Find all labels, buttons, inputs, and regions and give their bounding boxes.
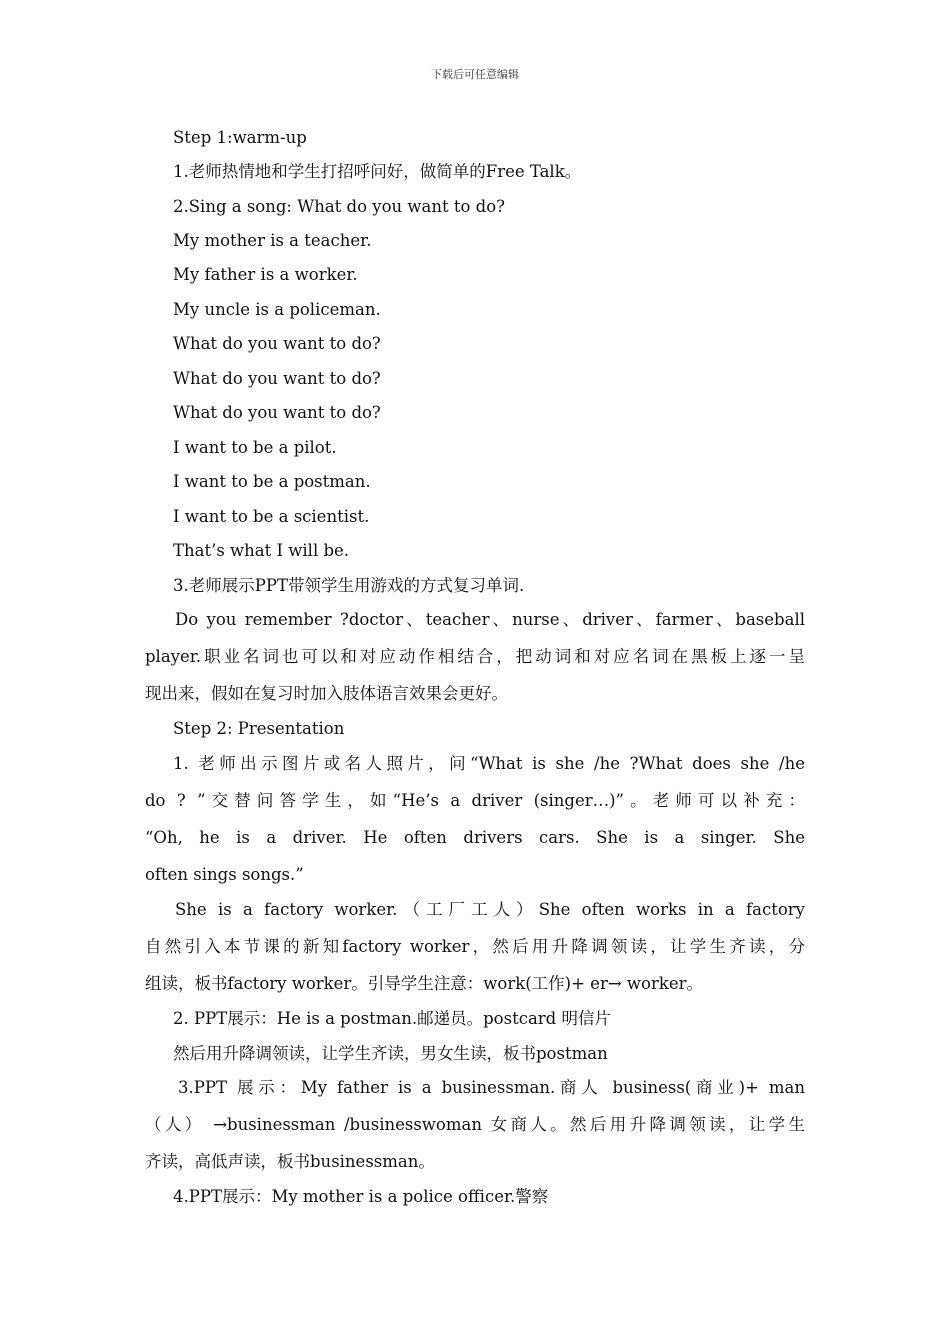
song-lyric-line: My uncle is a policeman. xyxy=(173,300,381,319)
review-note-line: 现出来，假如在复习时加入肢体语言效果会更好。 xyxy=(145,684,508,703)
review-note-line: player.职业名词也可以和对应动作相结合，把动词和对应名词在黑板上逐一呈 xyxy=(145,647,805,666)
presentation-item-4: 4.PPT展示：My mother is a police officer.警察 xyxy=(173,1187,549,1206)
presentation-item-1-line: “Oh, he is a driver. He often drivers cars. She is a singer. She xyxy=(145,828,805,847)
song-lyric-line: I want to be a postman. xyxy=(173,472,371,491)
song-lyric-line: My mother is a teacher. xyxy=(173,231,372,250)
presentation-item-3-line: 齐读，高低声读，板书businessman。 xyxy=(145,1152,435,1171)
step1-heading: Step 1:warm-up xyxy=(173,128,307,147)
warmup-item-3: 3.老师展示PPT带领学生用游戏的方式复习单词. xyxy=(173,576,525,595)
presentation-item-3-line: （人） →businessman /businesswoman 女商人。然后用升降调领读，让学生 xyxy=(145,1115,805,1134)
page-header: 下载后可任意编辑 xyxy=(431,68,519,81)
warmup-item-1: 1.老师热情地和学生打招呼问好，做简单的Free Talk。 xyxy=(173,162,582,181)
presentation-item-3-line: 3.PPT 展示：My father is a businessman.商人 business(商业)+ man xyxy=(178,1078,805,1097)
song-lyric-line: I want to be a scientist. xyxy=(173,507,370,526)
song-lyric-line: What do you want to do? xyxy=(173,403,381,422)
factory-worker-line: She is a factory worker.（工厂工人）She often works in a factory xyxy=(175,900,805,919)
song-lyric-line: My father is a worker. xyxy=(173,265,358,284)
presentation-item-1-line: do ? ”交替问答学生，如“He’s a driver (singer…)”。老师可以补充： xyxy=(145,791,805,810)
song-lyric-line: That’s what I will be. xyxy=(173,541,350,560)
song-lyric-line: What do you want to do? xyxy=(173,369,381,388)
factory-worker-line: 自然引入本节课的新知factory worker，然后用升降调领读，让学生齐读，分 xyxy=(145,937,805,956)
factory-worker-line: 组读，板书factory worker。引导学生注意：work(工作)+ er→ worker。 xyxy=(145,974,704,993)
step2-heading: Step 2: Presentation xyxy=(173,719,345,738)
song-lyric-line: I want to be a pilot. xyxy=(173,438,337,457)
presentation-item-1-line: often sings songs.” xyxy=(145,865,304,884)
review-words-line: Do you remember ?doctor、teacher、nurse、driver、farmer、baseball xyxy=(175,610,805,629)
presentation-item-1-line: 1. 老师出示图片或名人照片，问“What is she /he ?What does she /he xyxy=(173,754,805,773)
presentation-item-2-note: 然后用升降调领读，让学生齐读，男女生读，板书postman xyxy=(173,1044,608,1063)
presentation-item-2: 2. PPT展示：He is a postman.邮递员。postcard 明信片 xyxy=(173,1009,611,1028)
warmup-item-2: 2.Sing a song: What do you want to do? xyxy=(173,197,506,216)
song-lyric-line: What do you want to do? xyxy=(173,334,381,353)
